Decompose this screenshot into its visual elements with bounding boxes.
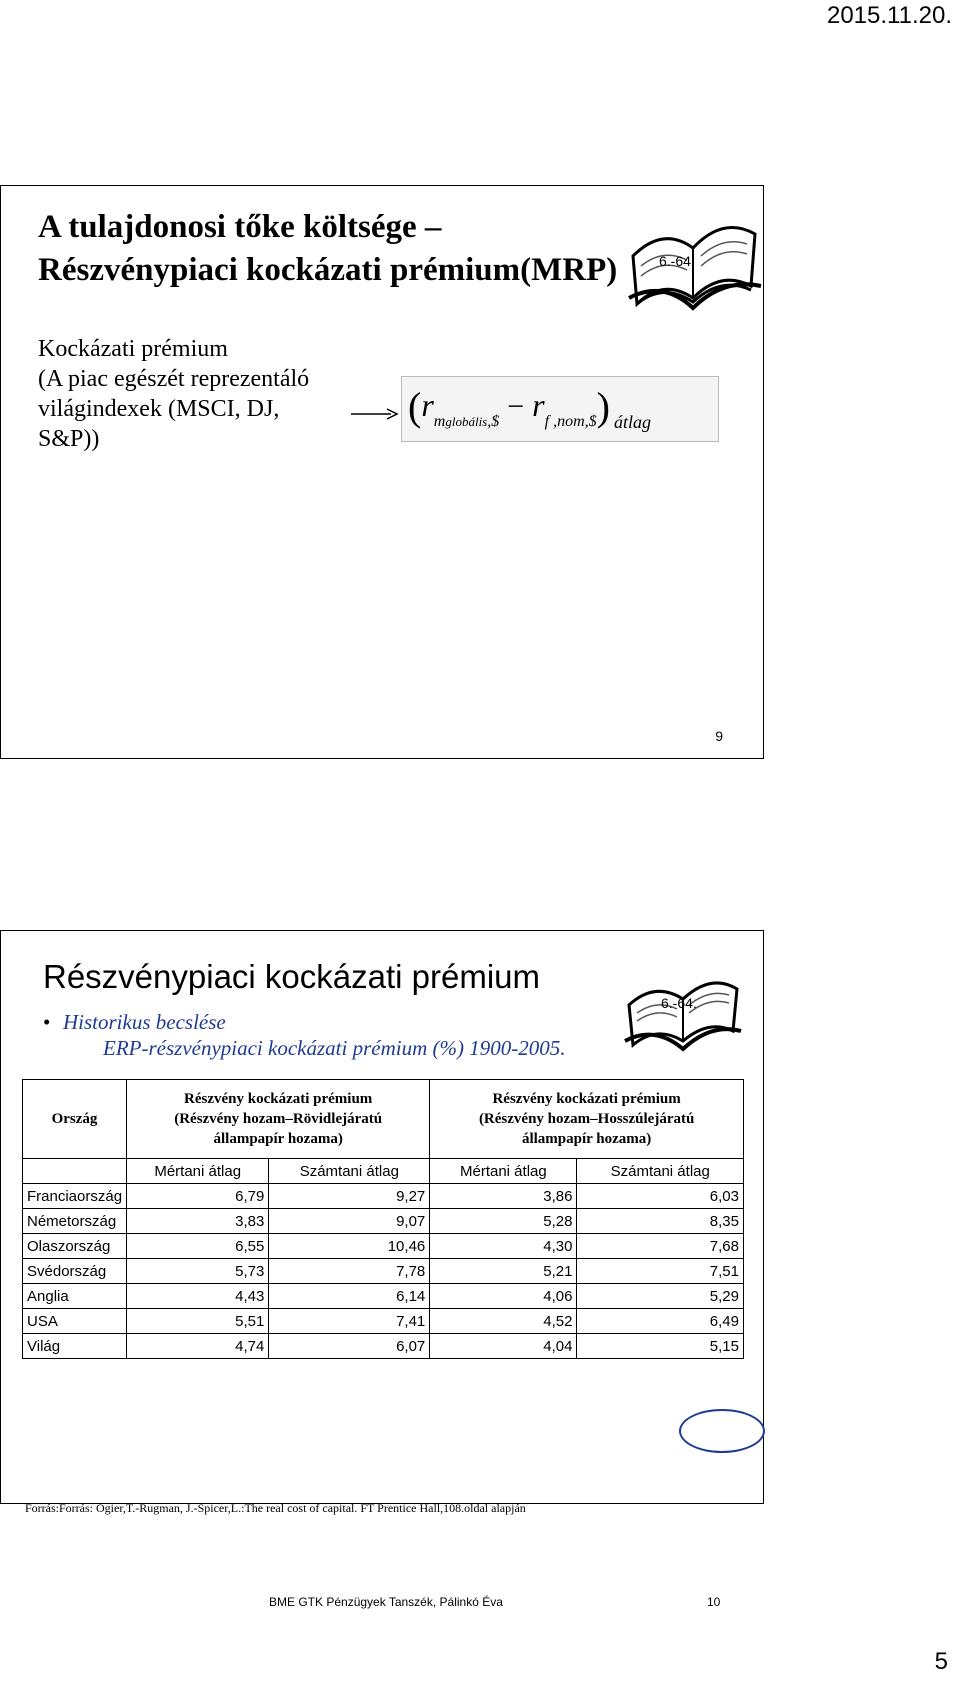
header-line: (Részvény hozam–Rövidlejáratú [174,1111,383,1127]
value-cell: 5,21 [430,1259,577,1284]
slide-9 [0,185,764,759]
formula-sub-currency: ,$ [487,413,500,430]
risk-premium-text [38,334,358,454]
country-header: Ország [23,1080,127,1159]
value-cell: 6,55 [127,1234,269,1259]
value-cell: 9,07 [269,1209,430,1234]
sub-header-geometric: Mértani átlag [127,1159,269,1184]
right-arrow-icon [351,407,399,421]
country-cell: Svédország [23,1259,127,1284]
value-cell: 5,15 [577,1334,744,1359]
title-line-1: A tulajdonosi tőke költsége – [38,209,442,245]
table-row [23,1334,744,1359]
body-line: Kockázati prémium [38,336,228,362]
value-cell: 4,30 [430,1234,577,1259]
bullet-line-2: ERP-részvénypiaci kockázati prémium (%) 1900-2005. [103,1036,566,1060]
formula-average: átlag [613,412,651,432]
formula-paren: ) [596,384,610,429]
value-cell: 6,49 [577,1309,744,1334]
table-row [23,1309,744,1334]
value-cell: 4,52 [430,1309,577,1334]
value-cell: 6,03 [577,1184,744,1209]
table-row [23,1209,744,1234]
source-note: Forrás:Forrás: Ogier,T.-Rugman, J.-Spicer,L.:The real cost of capital. FT Prentice Hall,108.oldal alapján [25,1501,526,1515]
sub-header-row [23,1159,744,1184]
table-body [23,1184,744,1359]
header-line: állampapír hozama) [213,1131,343,1147]
book-reference: 6.-64. [659,253,695,269]
country-cell: Németország [23,1209,127,1234]
slide-number: 10 [707,1595,721,1609]
header-line: Részvény kockázati prémium [184,1091,373,1107]
title-line-2: Részvénypiaci kockázati prémium(MRP) [38,252,618,288]
slide-title: Részvénypiaci kockázati prémium [43,958,541,995]
formula-r-market: r [421,387,434,423]
value-cell: 7,41 [269,1309,430,1334]
slide-title [38,206,617,292]
formula-sub-m: m [433,413,446,430]
bullet-line-1: Historikus becslése [63,1010,226,1034]
value-cell: 9,27 [269,1184,430,1209]
value-cell: 6,79 [127,1184,269,1209]
body-line: (A piac egészét reprezentáló [38,366,310,392]
value-cell: 5,51 [127,1309,269,1334]
footer-text: BME GTK Pénzügyek Tanszék, Pálinkó Éva [269,1595,503,1609]
bullet-item [43,1009,566,1061]
long-term-premium-header [430,1080,744,1159]
value-cell: 8,35 [577,1209,744,1234]
book-reference: 6.-64. [661,995,697,1011]
value-cell: 4,43 [127,1284,269,1309]
formula-paren: ( [408,384,422,429]
value-cell: 7,78 [269,1259,430,1284]
sub-header-geometric: Mértani átlag [430,1159,577,1184]
value-cell: 4,04 [430,1334,577,1359]
country-cell: Olaszország [23,1234,127,1259]
country-cell: Franciaország [23,1184,127,1209]
formula-r-riskfree: r [532,387,545,423]
slide-10 [0,930,764,1609]
short-term-premium-header [127,1080,430,1159]
value-cell: 3,83 [127,1209,269,1234]
sub-header-arithmetic: Számtani átlag [269,1159,430,1184]
table-row [23,1184,744,1209]
country-cell: USA [23,1309,127,1334]
body-line: S&P)) [38,426,100,452]
header-line: állampapír hozama) [521,1131,652,1147]
table-row [23,1284,744,1309]
value-cell: 5,28 [430,1209,577,1234]
value-cell: 7,51 [577,1259,744,1284]
formula-sub-f: f ,nom,$ [544,413,597,430]
page-date: 2015.11.20. [826,2,952,29]
erp-table [22,1079,744,1359]
header-line: Részvény kockázati prémium [492,1091,681,1107]
value-cell: 5,29 [577,1284,744,1309]
highlight-circle [679,1409,765,1453]
country-cell: Világ [23,1334,127,1359]
formula-minus: − [507,390,525,423]
slide-number: 9 [715,728,723,744]
bullet-dot: • [43,1010,51,1034]
value-cell: 10,46 [269,1234,430,1259]
table-row [23,1259,744,1284]
value-cell: 3,86 [430,1184,577,1209]
formula-sub-global: globális [445,414,488,429]
value-cell: 6,14 [269,1284,430,1309]
value-cell: 6,07 [269,1334,430,1359]
value-cell: 4,74 [127,1334,269,1359]
table-row [23,1234,744,1259]
sub-header-arithmetic: Számtani átlag [577,1159,744,1184]
page-number: 5 [934,1648,948,1675]
value-cell: 7,68 [577,1234,744,1259]
body-line: világindexek (MSCI, DJ, [38,396,280,422]
value-cell: 4,06 [430,1284,577,1309]
empty-cell [23,1159,127,1184]
header-line: (Részvény hozam–Hosszúlejáratú [478,1111,695,1127]
value-cell: 5,73 [127,1259,269,1284]
mrp-formula [401,376,719,442]
country-cell: Anglia [23,1284,127,1309]
